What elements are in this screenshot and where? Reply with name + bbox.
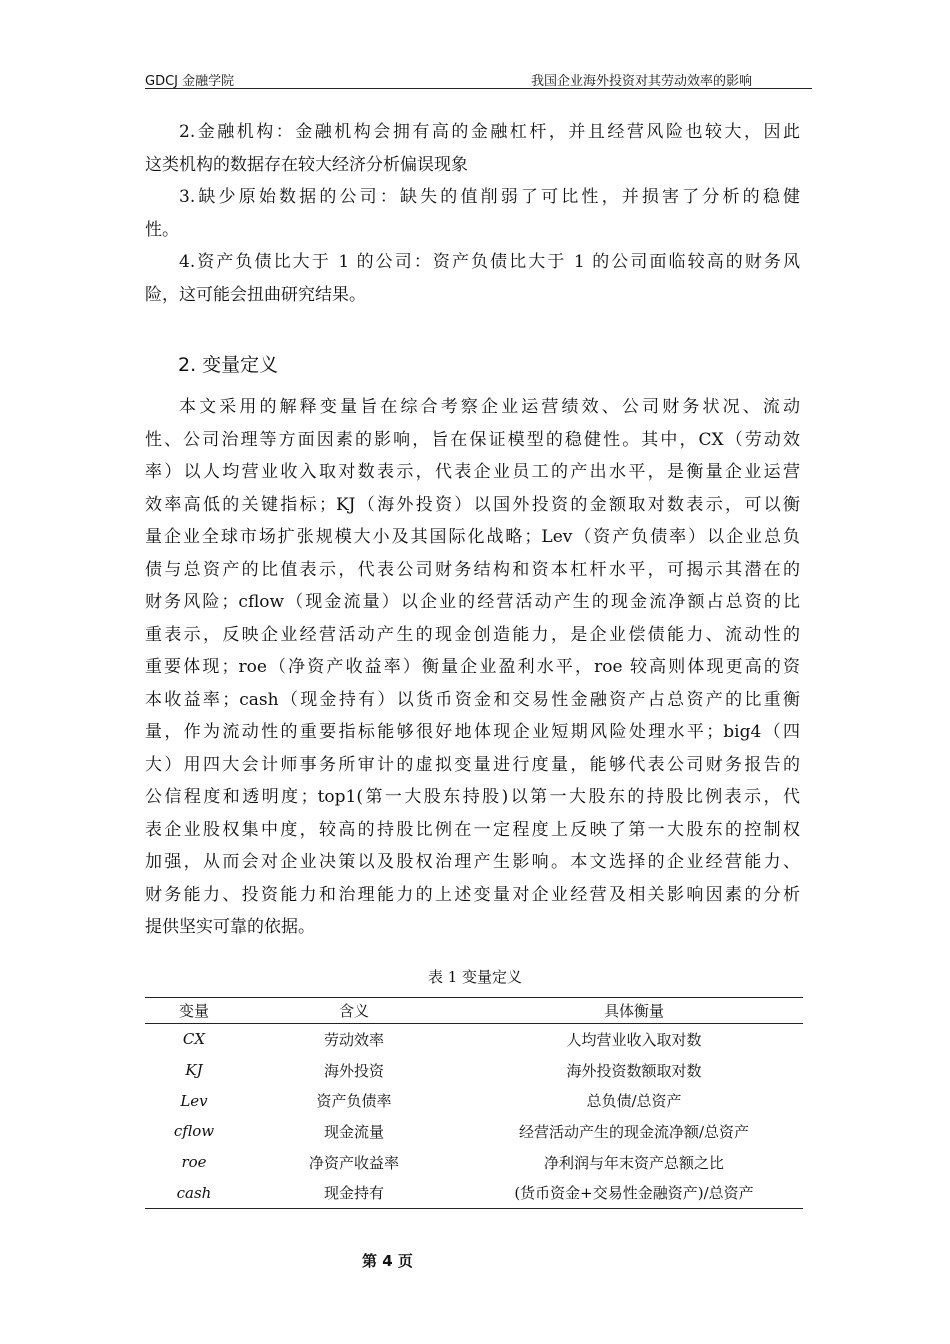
header-left: GDCJ 金融学院 <box>145 74 235 89</box>
cell-measure: 总负债/总资产 <box>586 1092 682 1111</box>
page-number: 第 4 页 <box>362 1252 413 1270</box>
cell-measure: 净利润与年末资产总额之比 <box>543 1153 724 1172</box>
cell-variable: roe <box>181 1153 207 1172</box>
table-row <box>145 1085 803 1116</box>
exclusion-list <box>145 116 800 311</box>
cell-meaning: 劳动效率 <box>323 1030 384 1049</box>
text-line: 财务能力、投资能力和治理能力的上述变量对企业经营及相关影响因素的分析 <box>145 884 800 905</box>
text-line: 重表示，反映企业经营活动产生的现金创造能力，是企业偿债能力、流动性的 <box>145 624 800 645</box>
text-line: 本文采用的解释变量旨在综合考察企业运营绩效、公司财务状况、流动 <box>179 397 800 417</box>
cell-variable: cash <box>145 1177 243 1208</box>
text-line: 债与总资产的比值表示，代表公司财务结构和资本杠杆水平，可揭示其潜在的 <box>145 559 800 580</box>
body-paragraph <box>145 391 800 944</box>
col-header: 具体衡量 <box>465 998 803 1024</box>
cell-variable: Lev <box>180 1091 208 1110</box>
text-line: 大）用四大会计师事务所审计的虚拟变量进行度量，能够代表公司财务报告的 <box>145 754 800 775</box>
cell-variable: cflow <box>173 1122 215 1141</box>
cell-meaning: 净资产收益率 <box>308 1153 399 1172</box>
text-line: 性。 <box>145 219 179 240</box>
text-line: 加强，从而会对企业决策以及股权治理产生影响。本文选择的企业经营能力、 <box>145 852 800 872</box>
cell-measure: 人均营业收入取对数 <box>566 1030 702 1049</box>
text-line: 表企业股权集中度，较高的持股比例在一定程度上反映了第一大股东的控制权 <box>145 819 800 840</box>
cell-measure: 经营活动产生的现金流净额/总资产 <box>518 1122 750 1141</box>
text-line: 这类机构的数据存在较大经济分析偏误现象 <box>145 154 468 175</box>
text-line: 重要体现；roe（净资产收益率）衡量企业盈利水平，roe 较高则体现更高的资 <box>145 657 800 677</box>
text-line: 险，这可能会扭曲研究结果。 <box>145 284 366 305</box>
text-line: 公信程度和透明度；top1(第一大股东持股)以第一大股东的持股比例表示，代 <box>145 787 800 807</box>
section-heading: 2. 变量定义 <box>178 354 279 376</box>
cell-meaning: 现金持有 <box>243 1177 465 1208</box>
cell-measure: 海外投资数额取对数 <box>566 1061 702 1080</box>
text-line: 提供坚实可靠的依据。 <box>145 917 315 937</box>
text-line: 3.缺少原始数据的公司：缺失的值削弱了可比性，并损害了分析的稳健 <box>179 187 800 207</box>
cell-measure: (货币资金+交易性金融资产)/总资产 <box>465 1177 803 1208</box>
table-row <box>145 1024 803 1055</box>
text-line: 量企业全球市场扩张规模大小及其国际化战略；Lev（资产负债率）以企业总负 <box>145 527 800 547</box>
text-line: 4.资产负债比大于 1 的公司：资产负债比大于 1 的公司面临较高的财务风 <box>179 252 800 272</box>
header-right: 我国企业海外投资对其劳动效率的影响 <box>530 74 752 89</box>
cell-meaning: 海外投资 <box>323 1061 384 1080</box>
text-line: 效率高低的关键指标；KJ（海外投资）以国外投资的金额取对数表示，可以衡 <box>145 494 800 515</box>
col-header: 变量 <box>145 998 243 1024</box>
cell-meaning: 现金流量 <box>323 1122 384 1141</box>
cell-variable: KJ <box>185 1061 203 1080</box>
table-row <box>145 1116 803 1147</box>
col-header: 含义 <box>243 998 465 1024</box>
text-line: 财务风险；cflow（现金流量）以企业的经营活动产生的现金流净额占总资的比 <box>145 592 800 612</box>
text-line: 本收益率；cash（现金持有）以货币资金和交易性金融资产占总资产的比重衡 <box>145 689 800 710</box>
variable-definition-table <box>145 997 803 1209</box>
text-line: 量，作为流动性的重要指标能够很好地体现企业短期风险处理水平；big4（四 <box>145 722 800 742</box>
table-row <box>145 1177 803 1208</box>
text-line: 2.金融机构：金融机构会拥有高的金融杠杆，并且经营风险也较大，因此 <box>179 122 800 142</box>
text-line: 率）以人均营业收入取对数表示，代表企业员工的产出水平，是衡量企业运营 <box>145 462 800 482</box>
table-caption: 表 1 变量定义 <box>427 968 523 986</box>
page-header <box>145 68 812 89</box>
cell-variable: CX <box>182 1030 206 1049</box>
table-row <box>145 1055 803 1086</box>
text-line: 性、公司治理等方面因素的影响，旨在保证模型的稳健性。其中，CX（劳动效 <box>145 429 800 450</box>
table-row <box>145 1147 803 1178</box>
cell-meaning: 资产负债率 <box>316 1092 392 1111</box>
table-header-row <box>145 998 803 1024</box>
